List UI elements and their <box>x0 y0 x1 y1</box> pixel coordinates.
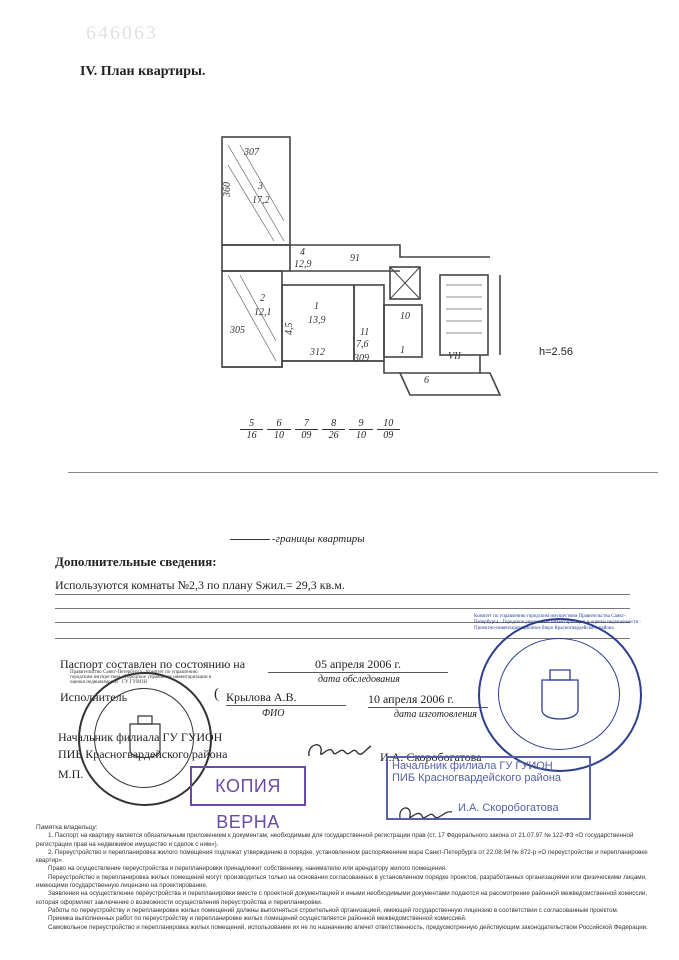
blue-stamp-name: И.А. Скоробогатова <box>458 802 559 814</box>
plan-label-360: 360 <box>222 182 233 197</box>
plan-label-10: 10 <box>400 311 410 322</box>
plan-label-room4: 4 <box>300 247 305 258</box>
boundary-legend-text: -границы квартиры <box>272 533 365 545</box>
memo-item: Работы по переустройству и перепланировке жилых помещений должны выполняться строительной организацией, имеющей государственную лицензию в соответствии с согласованным проектом. <box>48 906 619 914</box>
fraction: $\frac{6}{10}$ <box>267 418 290 441</box>
plan-label-312: 312 <box>310 347 325 358</box>
plan-label-13-9: 13,9 <box>308 315 326 326</box>
blank-line <box>55 608 630 609</box>
executor-name: Крылова А.В. <box>226 690 346 706</box>
head-title-line2: ПИБ Красногвардейского района <box>58 747 228 761</box>
plan-label-305: 305 <box>230 325 245 336</box>
plan-label-17-2: 17,2 <box>252 195 270 206</box>
room-4 <box>222 245 290 271</box>
fraction: $\frac{5}{16}$ <box>240 418 263 441</box>
plan-label-307: 307 <box>244 147 259 158</box>
fractions-row <box>240 418 400 441</box>
plan-label-room2: 2 <box>260 293 265 304</box>
section-title: IV. План квартиры. <box>80 64 206 79</box>
made-date: 10 апреля 2006 г. <box>368 692 488 708</box>
mp-label: М.П. <box>58 767 84 781</box>
round-stamp-right <box>474 614 642 772</box>
memo-item: Право на осуществление переустройства и перепланировки принадлежит собственнику, нанимателю или арендатору жилого помещения. <box>48 865 447 873</box>
plan-label-room1: 1 <box>314 301 319 312</box>
memo-item: Заявления на осуществление переустройства и перепланировки вместе с проектной документацией и иными необходимыми документами подаются на рассмотрение районной межведомственной комиссии, которая оформляет заключение о возможности осуществления переустройства и перепланировки. <box>36 890 648 906</box>
fraction: $\frac{7}{09}$ <box>295 418 318 441</box>
faint-document-number: 646063 <box>86 22 158 44</box>
fio-caption: ФИО <box>262 708 285 719</box>
plan-label-vii: VII <box>448 351 461 362</box>
executor-label: Исполнитель <box>60 690 128 704</box>
owner-memo <box>36 824 656 932</box>
head-title-line1: Начальник филиала ГУ ГУИОН <box>58 730 223 744</box>
room-2 <box>222 271 282 367</box>
signature <box>305 736 375 766</box>
fraction: $\frac{10}{09}$ <box>377 418 400 441</box>
open-paren: ( <box>214 686 219 702</box>
memo-title: Памятка владельцу: <box>36 824 98 831</box>
blue-stamp-line1: Начальник филиала ГУ ГУИОН <box>392 760 553 772</box>
plan-label-11: 11 <box>360 327 370 338</box>
round-stamp-left-text: Правительство Санкт-Петербурга · Комитет по управлению городским имуществом · Городское управление инвентаризации и оценки недвижимости · ГУ ГУИОН <box>70 670 212 685</box>
head-name: И.А. Скоробогатова <box>380 750 482 764</box>
additional-info-title: Дополнительные сведения: <box>55 554 217 569</box>
plan-label-room3: 3 <box>258 181 263 192</box>
compiled-label: Паспорт составлен по состоянию на <box>60 657 246 671</box>
plan-label-4-5: 4,5 <box>284 322 295 335</box>
stamp-emblem <box>480 620 640 770</box>
copy-verified-stamp: КОПИЯ ВЕРНА <box>190 766 306 806</box>
plan-label-6: 6 <box>424 375 429 386</box>
blank-line <box>55 594 630 595</box>
plan-label-12-1: 12,1 <box>254 307 272 318</box>
ceiling-height: h=2.56 <box>539 346 573 358</box>
boundary-legend <box>230 533 365 545</box>
plan-label-12-9: 12,9 <box>294 259 312 270</box>
section-divider <box>68 472 658 473</box>
memo-item: Приемка выполненных работ по переустройству и перепланировке жилых помещений осуществляется районной межведомственной комиссией. <box>48 915 467 923</box>
blue-stamp-line2: ПИБ Красногвардейского района <box>392 772 562 784</box>
round-stamp-right-text: Комитет по управлению городским имуществом Правительства Санкт-Петербурга · Городское управление инвентаризации и оценки недвижимости · Проектно-инвентаризационное бюро Красногвардейского района <box>474 614 642 631</box>
memo-item: 1. Паспорт на квартиру является обязательным приложением к документам, необходимым для государственной регистрации прав (ст. 17 Федерального закона от 21.07.97 № 122-ФЗ «О государственной регистрации прав на недвижимое имущество и сделок с ним»). <box>36 832 634 848</box>
memo-item: Переустройство и перепланировка жилых помещений могут производиться только на основании согласованных в установленном порядке проектов, разработанных организациями или физическими лицами, имеющими государственную лицензию на проектирование. <box>36 873 647 890</box>
memo-item: 2. Переустройство и перепланировка жилого помещения подлежат утверждению в порядке, установленном распоряжением мэра Санкт-Петербурга от 22.08.94 № 872-р «О переустройстве и перепланировке квартир». <box>36 848 648 865</box>
compiled-date: 05 апреля 2006 г. <box>268 657 448 673</box>
plan-label-entry: 1 <box>400 345 405 356</box>
fraction: $\frac{8}{26}$ <box>322 418 345 441</box>
plan-label-91: 91 <box>350 253 360 264</box>
plan-label-7-6: 7,6 <box>356 339 369 350</box>
used-rooms-text: Используются комнаты №2,3 по плану Sжил.= 29,3 кв.м. <box>55 578 345 592</box>
plan-label-309: 309 <box>354 353 369 364</box>
boundary-line-sample <box>230 539 270 540</box>
floor-plan <box>200 125 540 415</box>
survey-caption: дата обследования <box>318 674 400 685</box>
fraction: $\frac{9}{10}$ <box>349 418 372 441</box>
made-caption: дата изготовления <box>394 709 477 720</box>
memo-item: Самовольное переустройство и перепланировка жилых помещений, использование их не по назначению влечет ответственность, предусмотренную действующим законодательством Российской Федерации. <box>48 923 648 931</box>
